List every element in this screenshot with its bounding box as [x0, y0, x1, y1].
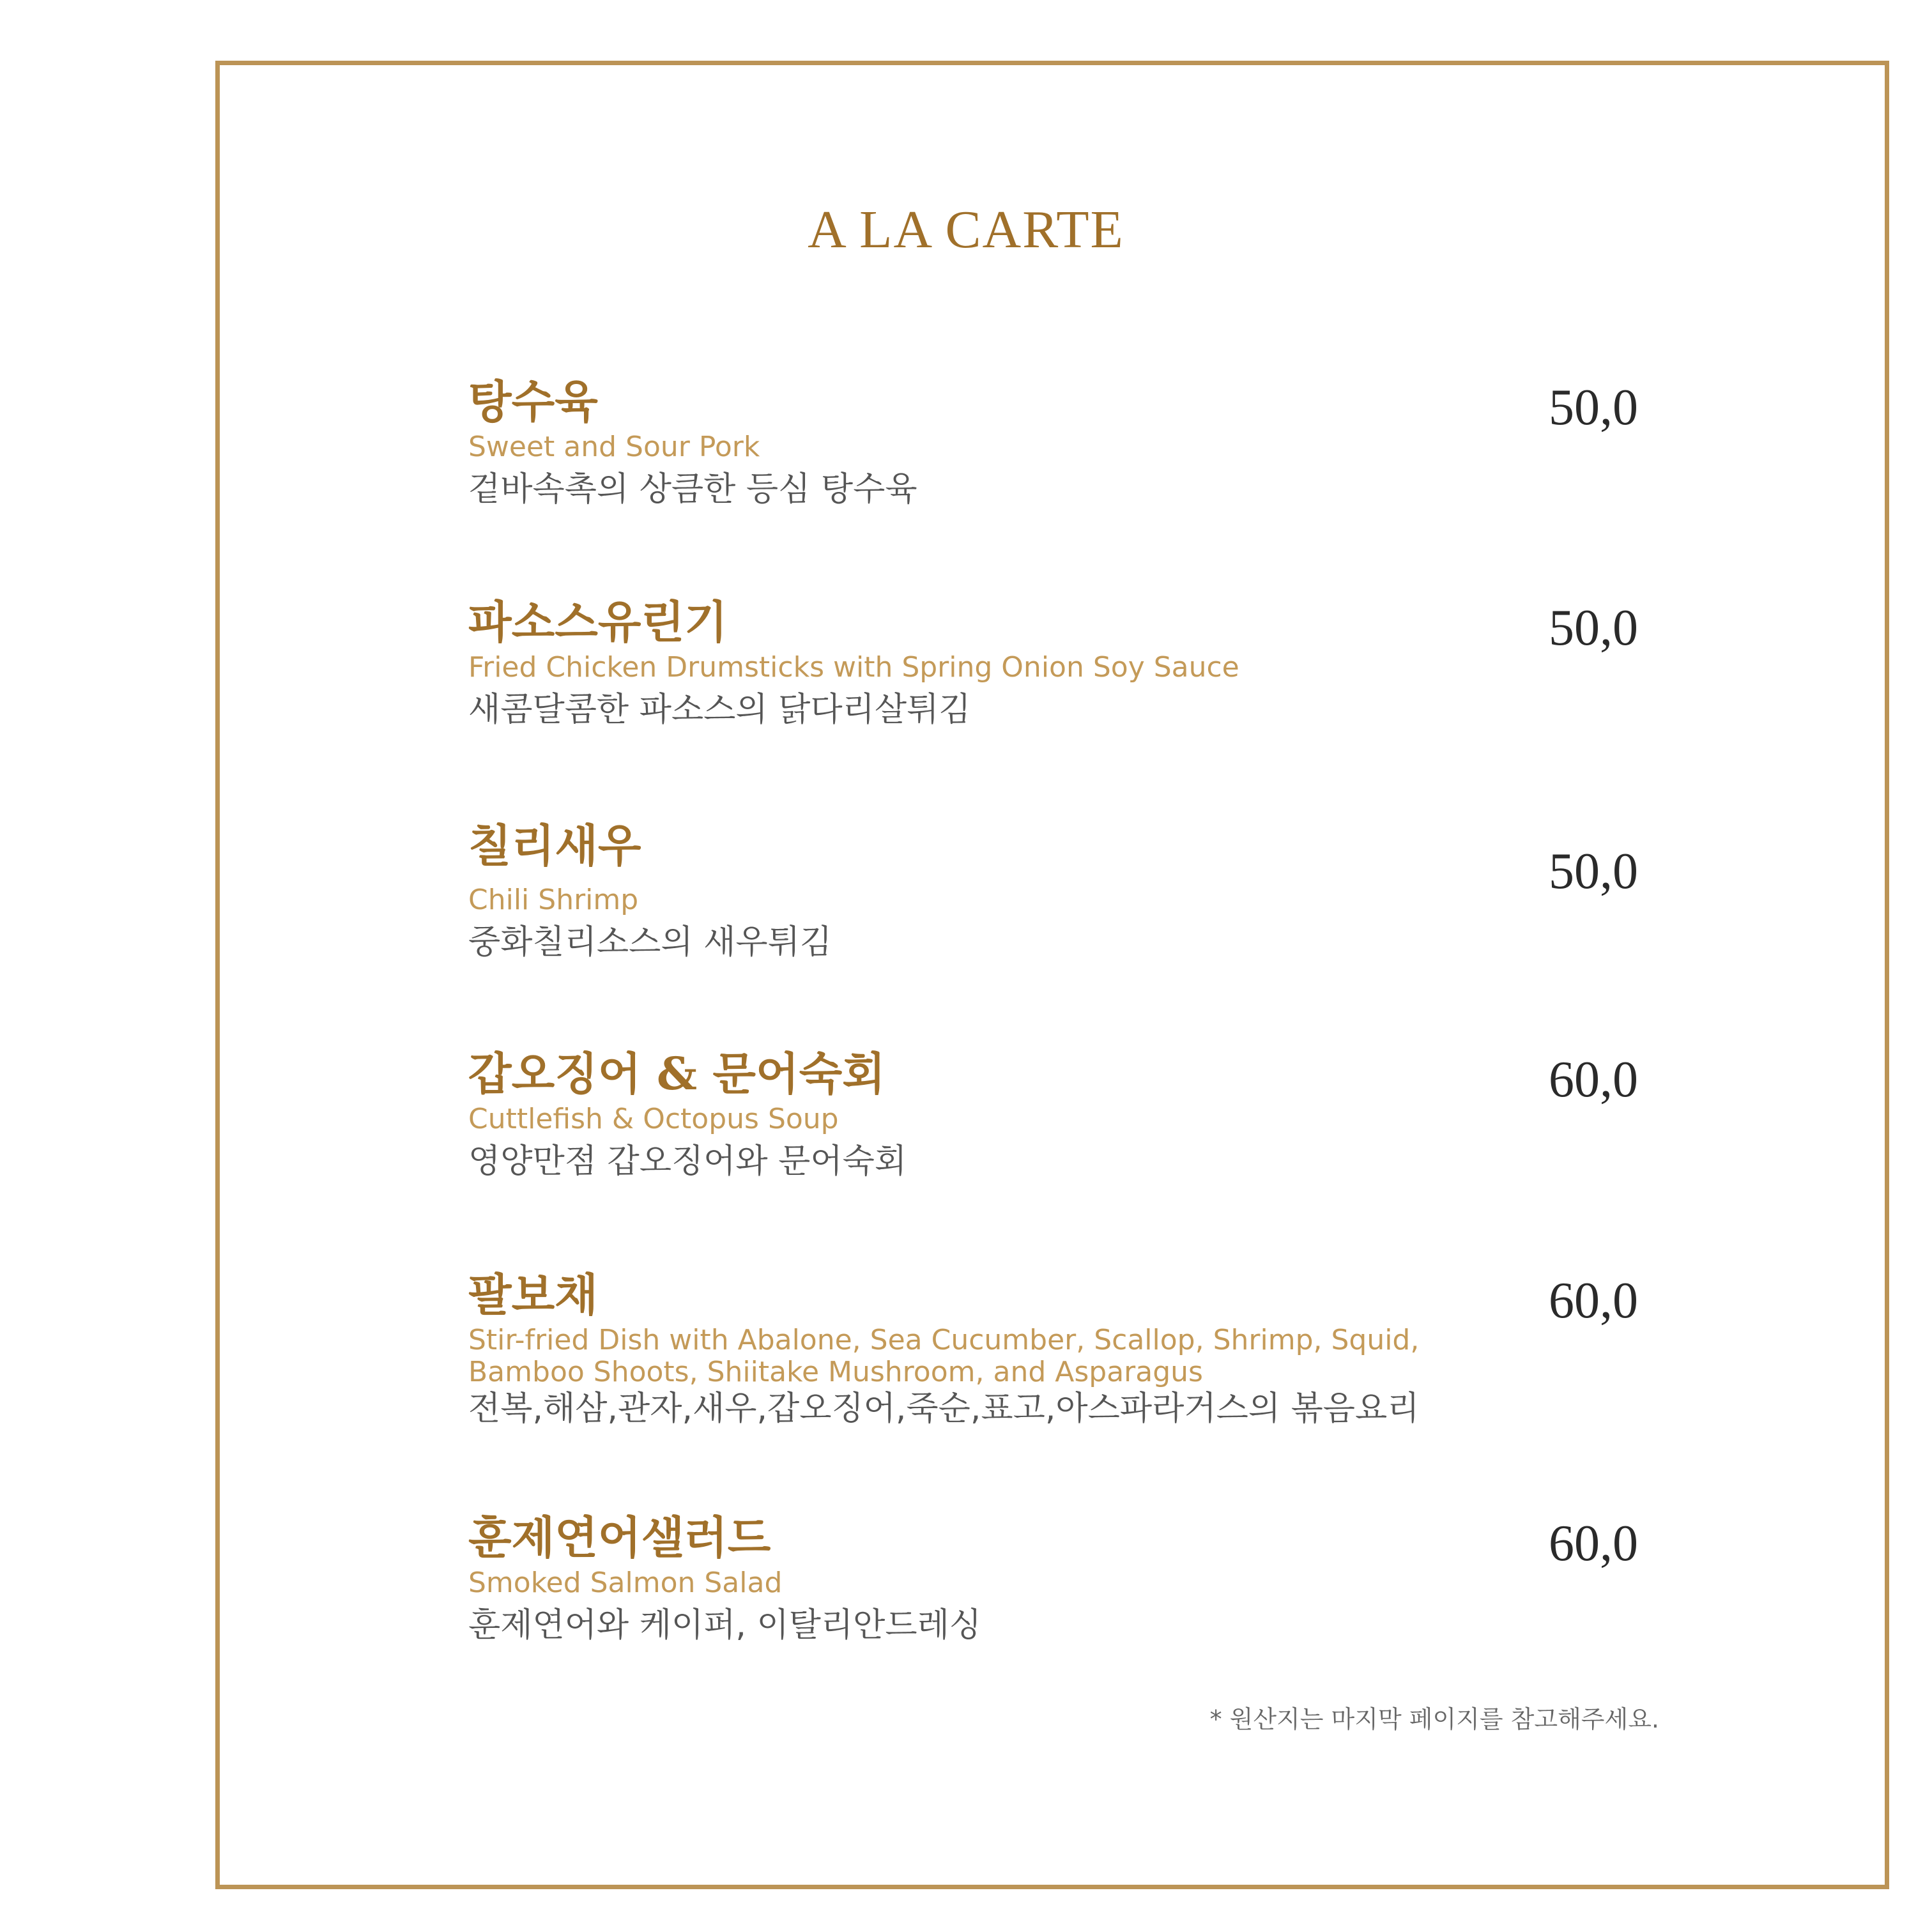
item-name-english-line2: Bamboo Shoots, Shiitake Mushroom, and Asparagus	[468, 1355, 1203, 1388]
item-description: 겉바속촉의 상큼한 등심 탕수육	[468, 470, 917, 509]
menu-item-sweet-sour-pork	[468, 377, 1644, 512]
item-price: 50,0	[1549, 843, 1638, 900]
item-name-korean: 훈제연어샐러드	[468, 1511, 771, 1564]
item-name-english: Sweet and Sour Pork	[468, 431, 760, 463]
menu-title: A LA CARTE	[808, 200, 1124, 259]
menu-item-yuringi	[468, 597, 1644, 732]
item-name-english-line1: Stir-fried Dish with Abalone, Sea Cucumber, Scallop, Shrimp, Squid,	[468, 1324, 1420, 1356]
item-price: 50,0	[1549, 379, 1638, 436]
menu-item-palbochae	[468, 1270, 1644, 1431]
item-description: 전복,해삼,관자,새우,갑오징어,죽순,표고,아스파라거스의 볶음요리	[468, 1390, 1420, 1429]
item-price: 50,0	[1549, 600, 1638, 656]
item-price: 60,0	[1549, 1515, 1638, 1572]
item-price: 60,0	[1549, 1273, 1638, 1329]
item-description: 영양만점 갑오징어와 문어숙회	[468, 1142, 907, 1181]
item-name-english	[468, 1324, 1644, 1388]
item-name-korean: 파소스유린기	[468, 595, 728, 648]
item-name-korean: 탕수육	[468, 375, 598, 428]
item-name-korean: 갑오징어 & 문어숙회	[468, 1047, 885, 1100]
item-name-korean: 팔보채	[468, 1268, 598, 1321]
item-name-english: Cuttlefish & Octopus Soup	[468, 1103, 839, 1135]
item-name-english: Fried Chicken Drumsticks with Spring Onion Soy Sauce	[468, 651, 1239, 684]
item-name-english: Chili Shrimp	[468, 884, 639, 916]
item-description: 새콤달콤한 파소스의 닭다리살튀김	[468, 691, 971, 730]
menu-item-chili-shrimp	[468, 821, 1644, 965]
item-description: 훈제연어와 케이퍼, 이탈리안드레싱	[468, 1606, 982, 1645]
item-name-english: Smoked Salmon Salad	[468, 1567, 783, 1599]
origin-footnote: * 원산지는 마지막 페이지를 참고해주세요.	[1209, 1705, 1659, 1733]
item-price: 60,0	[1549, 1052, 1638, 1108]
item-name-korean: 칠리새우	[468, 819, 641, 872]
item-description: 중화칠리소스의 새우튀김	[468, 923, 832, 962]
menu-item-smoked-salmon-salad	[468, 1513, 1644, 1648]
menu-item-cuttlefish-octopus	[468, 1049, 1644, 1184]
